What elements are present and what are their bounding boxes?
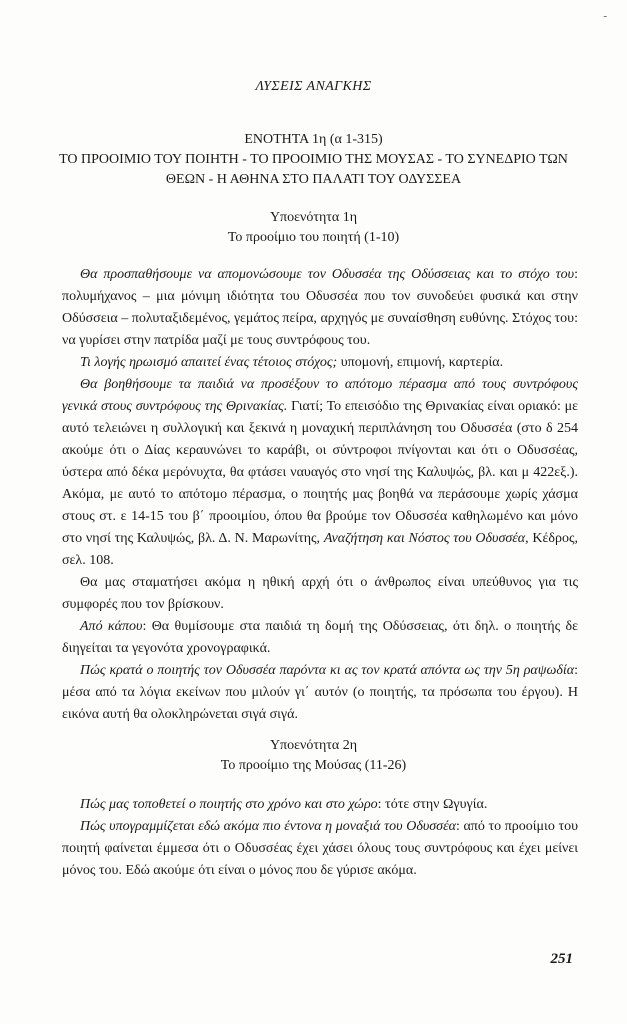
book-title: Αναζήτηση και Νόστος του Οδυσσέα xyxy=(323,531,526,546)
subunit-1-label: Υποενότητα 1η xyxy=(269,210,358,225)
question-text: Θα βοηθήσουμε τα παιδιά να προσέξουν το απότομο πέρασμα από τους συντρόφους γενικά στους συντρόφους της Θρινακίας. xyxy=(62,377,578,414)
answer-text: υπομονή, επιμονή, καρτερία. xyxy=(337,355,504,370)
question-text: Πώς υπογραμμίζεται εδώ ακόμα πιο έντονα η μοναξιά του Οδυσσέα xyxy=(80,819,456,834)
question-text: Πώς κρατά ο ποιητής τον Οδυσσέα παρόντα κι ας τον κρατά απόντα ως την 5η ραψωδία xyxy=(80,663,575,678)
unit-heading-line-1: ΕΝΟΤΗΤΑ 1η (α 1-315) xyxy=(244,132,383,147)
paragraph xyxy=(62,616,578,660)
paragraph xyxy=(62,794,578,816)
section-2-text xyxy=(62,794,578,882)
subunit-2-title: Το προοίμιο της Μούσας (11-26) xyxy=(220,758,407,773)
question-text: Πώς μας τοποθετεί ο ποιητής στο χρόνο και στο χώρο xyxy=(80,797,378,812)
paragraph xyxy=(62,264,578,352)
answer-text: Γιατί; Το επεισόδιο της Θρινακίας είναι οριακό: με αυτό τελειώνει η συλλογική και ξεκινά η μοναχική περιπλάνηση του Οδυσσέα (στο δ 254 ακούμε ότι ο Δίας κεραυνώνει το καράβι, οι σύντροφοι πνίγονται και ότι ο Οδυσσέας, ύστερα από δέκα μερόνυχτα, θα φτάσει ναυαγός στο νησί της Καλυψώς, βλ. και μ 422εξ.). Ακόμα, με αυτό το απότομο πέρασμα, ο ποιητής μας βοηθά να περάσουμε χωρίς χάσμα στους στ. ε 14-15 του β΄ προοιμίου, όπου θα βρούμε τον Οδυσσέα καθηλωμένο και μόνο στο νησί της Καλυψώς, βλ. Δ. Ν. Μαρωνίτης, xyxy=(62,399,578,546)
question-text: Τι λογής ηρωισμό απαιτεί ένας τέτοιος στόχος; xyxy=(80,355,338,370)
question-text: Από κάπου xyxy=(80,619,143,634)
answer-text: : τότε στην Ωγυγία. xyxy=(377,797,488,812)
answer-text: : πολυμήχανος – μια μόνιμη ιδιότητα του Οδυσσέα που τον συνοδεύει φυσικά και στην Οδύσσεια – πολυταξιδεμένος, γεμάτος πείρα, αρχηγός με συναίσθηση ευθύνης. Στόχος του: να γυρίσει στην πατρίδα μαζί με τους συντρόφους του. xyxy=(62,267,578,348)
corner-mark: - xyxy=(603,10,607,22)
paragraph xyxy=(62,352,578,374)
subunit-1-heading xyxy=(0,208,627,248)
subunit-2-label: Υποενότητα 2η xyxy=(269,738,358,753)
paragraph xyxy=(62,660,578,726)
subunit-2-heading xyxy=(0,736,627,776)
paragraph: Θα μας σταματήσει ακόμα η ηθική αρχή ότι ο άνθρωπος είναι υπεύθυνος για τις συμφορές που τον βρίσκουν. xyxy=(62,575,578,612)
page-number: 251 xyxy=(550,951,573,967)
paragraph xyxy=(62,374,578,572)
section-1-text xyxy=(62,264,578,726)
paragraph xyxy=(62,816,578,882)
unit-heading xyxy=(0,130,627,190)
running-header: ΛΥΣΕΙΣ ΑΝΑΓΚΗΣ xyxy=(255,79,372,94)
question-text: Θα προσπαθήσουμε να απομονώσουμε τον Οδυσσέα της Οδύσσειας και το στόχο του xyxy=(80,267,575,282)
subunit-1-title: Το προοίμιο του ποιητή (1-10) xyxy=(227,230,400,245)
answer-text: , Κέδρος, σελ. 108. xyxy=(62,531,578,568)
answer-text: : από το προοίμιο του ποιητή φαίνεται έμμεσα ότι ο Οδυσσέας έχει χάσει όλους τους συντρόφους και έχει μείνει μόνος του. Εδώ ακούμε ότι είναι ο μόνος που δε γύρισε ακόμα. xyxy=(62,819,578,878)
unit-heading-line-2: ΤΟ ΠΡΟΟΙΜΙΟ ΤΟΥ ΠΟΙΗΤΗ - ΤΟ ΠΡΟΟΙΜΙΟ ΤΗΣ ΜΟΥΣΑΣ - ΤΟ ΣΥΝΕΔΡΙΟ ΤΩΝ xyxy=(59,152,568,167)
answer-text: : Θα θυμίσουμε στα παιδιά τη δομή της Οδύσσειας, ότι δηλ. ο ποιητής δε διηγείται τα γεγονότα χρονογραφικά. xyxy=(62,619,578,656)
answer-text: : μέσα από τα λόγια εκείνων που μιλούν γι΄ αυτόν (ο ποιητής, τα πρόσωπα του έργου). Η εικόνα αυτή θα ολοκληρώνεται σιγά σιγά. xyxy=(62,663,578,722)
unit-heading-line-3: ΘΕΩΝ - Η ΑΘΗΝΑ ΣΤΟ ΠΑΛΑΤΙ ΤΟΥ ΟΔΥΣΣΕΑ xyxy=(165,172,462,187)
